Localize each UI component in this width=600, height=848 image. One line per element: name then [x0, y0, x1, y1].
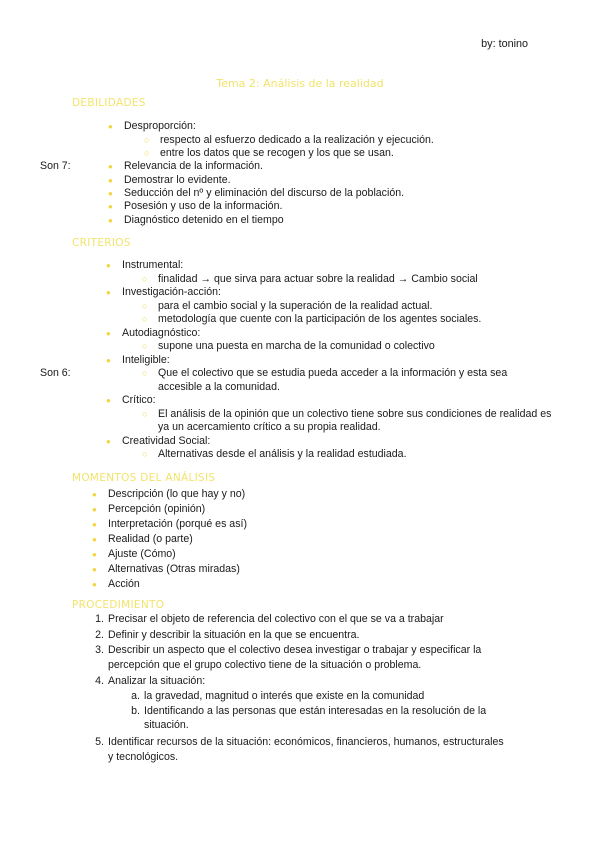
list-item: ○ metodología que cuente con la participación de los agentes sociales.	[158, 313, 481, 326]
list-item: ● Alternativas (Otras miradas)	[108, 563, 240, 576]
list-number: 3.	[95, 644, 104, 656]
list-item-continuation: ya un acercamiento crítico a su propia realidad.	[158, 421, 381, 433]
list-item-text: Identificando a las personas que están interesadas en la resolución de la	[144, 705, 487, 717]
list-number: 2.	[95, 629, 104, 641]
list-letter: b.	[131, 705, 140, 717]
list-item: ● Descripción (lo que hay y no)	[108, 488, 245, 501]
author-credit: by: tonino	[481, 38, 528, 50]
list-item: ○ Que el colectivo que se estudia pueda acceder a la información y esta sea	[158, 367, 507, 380]
list-item	[95, 644, 482, 657]
list-item: ● Instrumental:	[122, 259, 183, 272]
list-item: ○ respecto al esfuerzo dedicado a la realización y ejecución.	[160, 134, 434, 147]
list-number: 4.	[95, 675, 104, 687]
list-item	[95, 613, 444, 626]
list-item	[95, 736, 504, 749]
list-item: ● Crítico:	[122, 394, 156, 407]
list-item: ● Investigación-acción:	[122, 286, 221, 299]
list-item: ● Desproporción:	[124, 120, 196, 133]
list-item-continuation: situación.	[144, 719, 189, 731]
list-item-text: Precisar el objeto de referencia del colectivo con el que se va a trabajar	[108, 613, 444, 625]
list-item: ● Seducción del nº y eliminación del discurso de la población.	[124, 187, 404, 200]
list-item-text: Definir y describir la situación en la que se encuentra.	[108, 629, 360, 641]
section-heading-debilidades: DEBILIDADES	[72, 97, 146, 109]
list-letter: a.	[131, 690, 140, 702]
list-item-text: Analizar la situación:	[108, 675, 206, 687]
count-label: Son 7:	[40, 160, 71, 172]
section-heading-momentos: MOMENTOS DEL ANÁLISIS	[72, 472, 216, 484]
list-item: ● Realidad (o parte)	[108, 533, 193, 546]
list-item: ● Ajuste (Cómo)	[108, 548, 176, 561]
section-heading-procedimiento: PROCEDIMIENTO	[72, 599, 165, 611]
list-number: 5.	[95, 736, 104, 748]
list-item: ○ El análisis de la opinión que un colectivo tiene sobre sus condiciones de realidad es	[158, 408, 551, 421]
list-item: ● Diagnóstico detenido en el tiempo	[124, 214, 284, 227]
list-item: ○ para el cambio social y la superación de la realidad actual.	[158, 300, 432, 313]
list-item: ○ supone una puesta en marcha de la comunidad o colectivo	[158, 340, 435, 353]
list-item: ● Autodiagnóstico:	[122, 327, 200, 340]
list-item: ○ Alternativas desde el análisis y la realidad estudiada.	[158, 448, 407, 461]
list-item: ● Posesión y uso de la información.	[124, 200, 282, 213]
list-item: ○ entre los datos que se recogen y los que se usan.	[160, 147, 394, 160]
list-item: ● Relevancia de la información.	[124, 160, 263, 173]
list-item	[131, 705, 487, 718]
page-title: Tema 2: Análisis de la realidad	[216, 77, 384, 90]
list-item-continuation: y tecnológicos.	[108, 751, 179, 763]
list-item	[95, 629, 360, 642]
list-number: 1.	[95, 613, 104, 625]
section-heading-criterios: CRITERIOS	[72, 237, 131, 249]
list-item-continuation: accesible a la comunidad.	[158, 381, 280, 393]
list-item: ● Inteligible:	[122, 354, 170, 367]
list-item-continuation: percepción que el grupo colectivo tiene de la situación o problema.	[108, 659, 422, 671]
list-item-text: Identificar recursos de la situación: económicos, financieros, humanos, estructurales	[108, 736, 504, 748]
list-item: ● Demostrar lo evidente.	[124, 174, 231, 187]
list-item: ● Acción	[108, 578, 140, 591]
list-item	[131, 690, 425, 703]
list-item: ● Creatividad Social:	[122, 435, 210, 448]
list-item-text: Describir un aspecto que el colectivo desea investigar o trabajar y especificar la	[108, 644, 482, 656]
list-item: ● Percepción (opinión)	[108, 503, 205, 516]
list-item-text: la gravedad, magnitud o interés que existe en la comunidad	[144, 690, 425, 702]
count-label: Son 6:	[40, 367, 71, 379]
list-item: ● Interpretación (porqué es así)	[108, 518, 247, 531]
list-item	[95, 675, 206, 688]
list-item: ○ finalidad → que sirva para actuar sobre la realidad → Cambio social	[158, 273, 478, 286]
